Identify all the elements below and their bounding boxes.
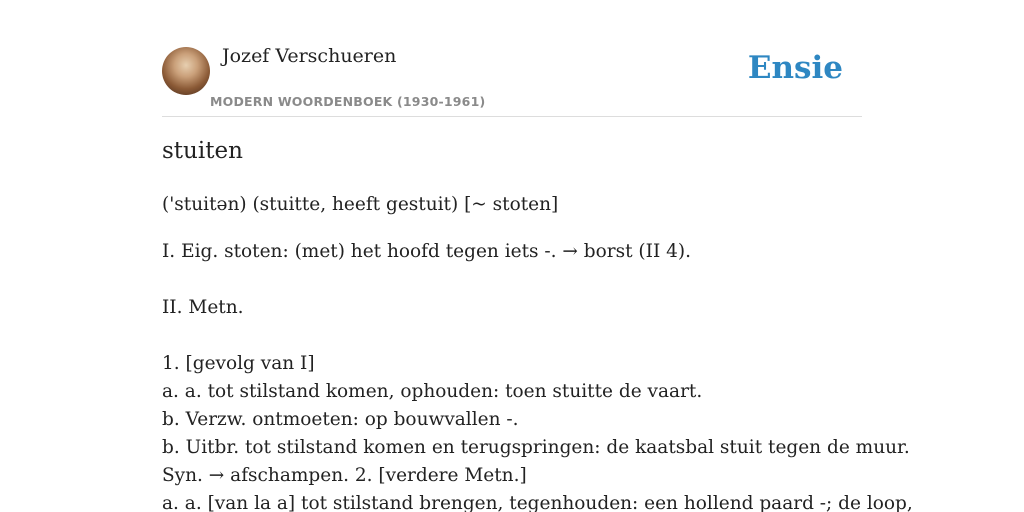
definition-line: b. Uitbr. tot stilstand komen en terugspringen: de kaatsbal stuit tegen de muur. xyxy=(162,437,910,458)
author-avatar[interactable] xyxy=(162,47,210,95)
definition-line: a. a. [van la a] tot stilstand brengen, tegenhouden: een hollend paard -; de loop, xyxy=(162,493,913,512)
source-title[interactable]: MODERN WOORDENBOEK (1930-1961) xyxy=(210,94,486,109)
definition-line: Syn. → afschampen. 2. [verdere Metn.] xyxy=(162,465,527,486)
definition-line: 1. [gevolg van I] xyxy=(162,353,315,374)
entry-header xyxy=(162,44,862,117)
definition-line: b. Verzw. ontmoeten: op bouwvallen -. xyxy=(162,409,519,430)
entry-term: stuiten xyxy=(162,138,243,164)
definition-line: I. Eig. stoten: (met) het hoofd tegen iets -. → borst (II 4). xyxy=(162,241,692,262)
definition-line: a. a. tot stilstand komen, ophouden: toen stuitte de vaart. xyxy=(162,381,703,402)
definition-line: II. Metn. xyxy=(162,297,244,318)
author-name[interactable]: Jozef Verschueren xyxy=(222,45,397,67)
brand-logo[interactable]: Ensie xyxy=(747,50,843,86)
pronunciation: ('stuitən) (stuitte, heeft gestuit) [~ stoten] xyxy=(162,194,559,215)
